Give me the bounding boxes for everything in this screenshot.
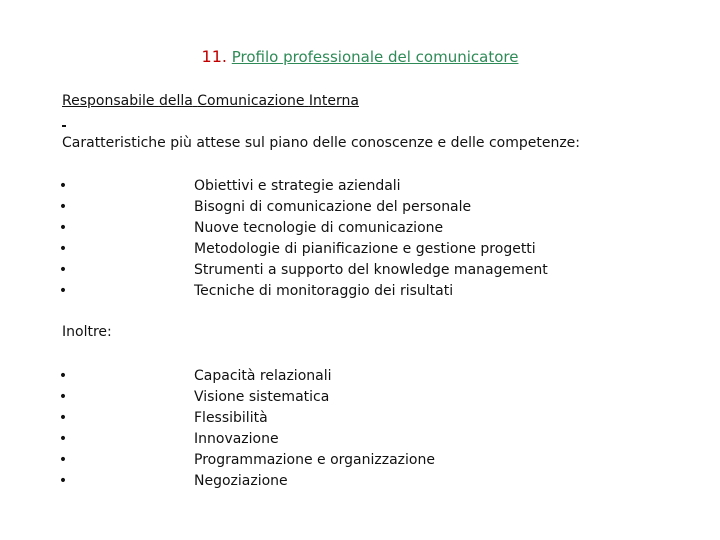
- list-item-text: Metodologie di pianificazione e gestione progetti: [194, 241, 536, 257]
- subtitle-word: Responsabile: [62, 93, 155, 109]
- bullet-icon: •: [58, 220, 68, 236]
- intro-text: Caratteristiche più attese sul piano delle conoscenze e delle competenze:: [62, 135, 581, 151]
- dash-marker: [62, 125, 66, 127]
- page-title: [0, 47, 720, 66]
- list-item-text: Programmazione e organizzazione: [194, 452, 435, 468]
- role-subtitle: [62, 93, 359, 109]
- bullet-icon: •: [58, 283, 68, 299]
- list-item-text: Visione sistematica: [194, 389, 330, 405]
- title-text: Profilo professionale del comunicatore: [231, 48, 519, 66]
- list-item-text: Negoziazione: [194, 473, 288, 489]
- list-item-text: Bisogni di comunicazione del personale: [194, 199, 472, 215]
- bullet-icon: •: [58, 389, 68, 405]
- bullet-icon: •: [58, 368, 68, 384]
- title-number: 11.: [201, 47, 227, 66]
- list-item-text: Capacità relazionali: [194, 368, 332, 384]
- bullet-icon: •: [58, 262, 68, 278]
- list-item-text: Innovazione: [194, 431, 279, 447]
- list-item-text: Flessibilità: [194, 410, 268, 426]
- bullet-icon: •: [58, 199, 68, 215]
- bullet-icon: •: [58, 473, 68, 489]
- subtitle-word: Comunicazione: [197, 93, 305, 109]
- list-item-text: Obiettivi e strategie aziendali: [194, 178, 401, 194]
- bullet-icon: •: [58, 178, 68, 194]
- list-item-text: Tecniche di monitoraggio dei risultati: [194, 283, 454, 299]
- list-item-text: Nuove tecnologie di comunicazione: [194, 220, 444, 236]
- subtitle-word: Interna: [308, 93, 359, 109]
- bullet-icon: •: [58, 241, 68, 257]
- bullet-icon: •: [58, 452, 68, 468]
- inoltre-label: Inoltre:: [62, 324, 112, 340]
- list-item-text: Strumenti a supporto del knowledge management: [194, 262, 548, 278]
- bullet-icon: •: [58, 431, 68, 447]
- bullet-icon: •: [58, 410, 68, 426]
- subtitle-word: della: [158, 93, 193, 109]
